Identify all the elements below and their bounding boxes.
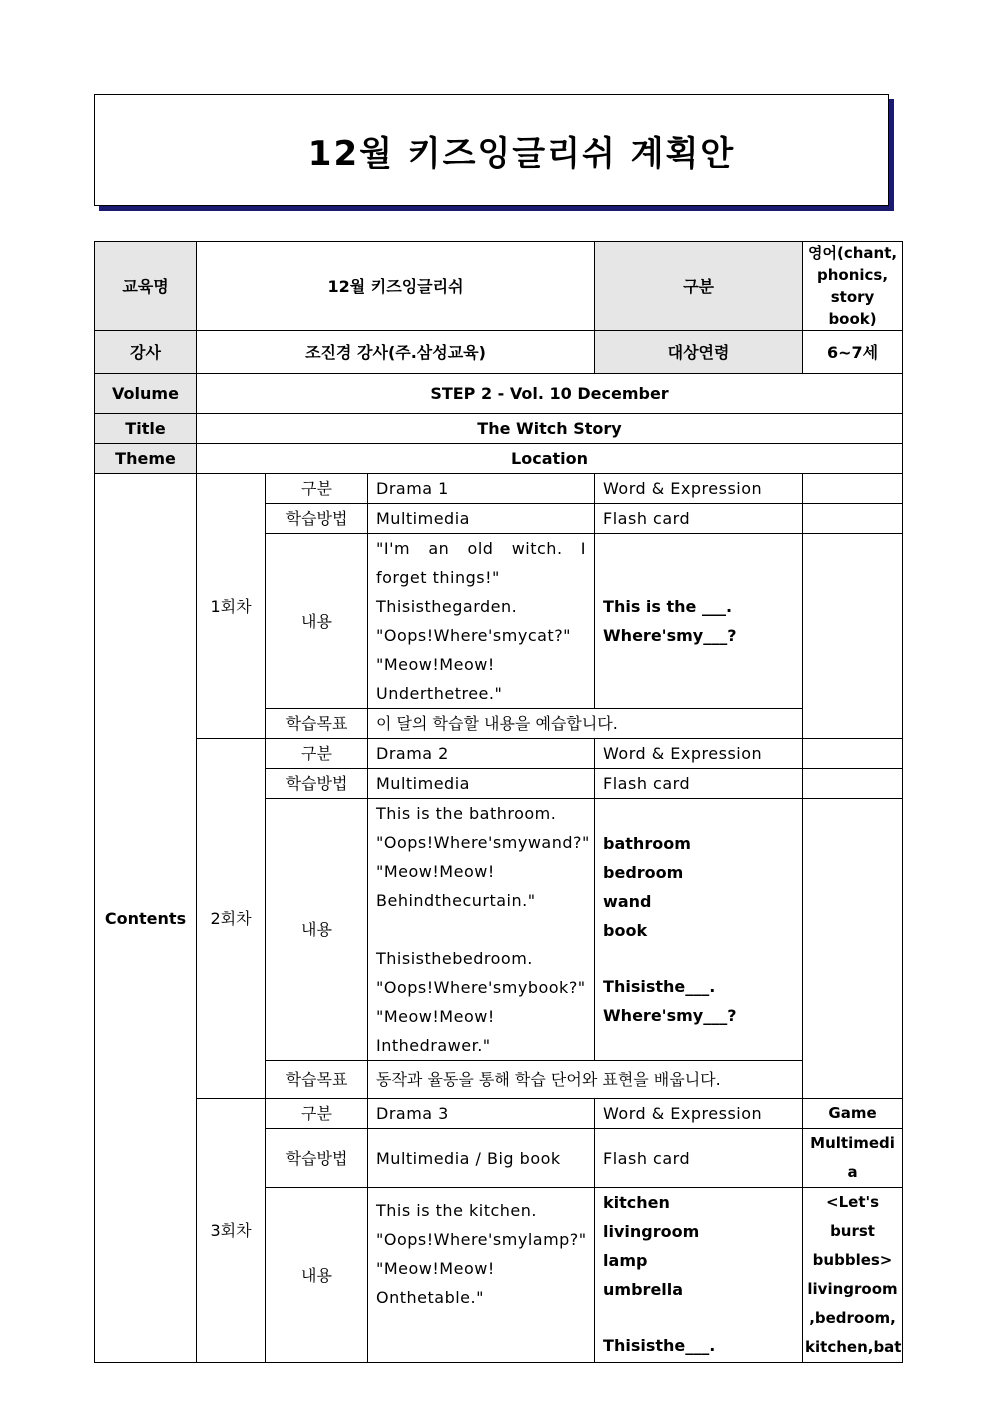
session-1-goal-value: 이 달의 학습할 내용을 예습합니다. bbox=[368, 709, 803, 739]
session-1-gubun-label: 구분 bbox=[266, 474, 368, 504]
content-line: Behindthecurtain." bbox=[376, 891, 536, 910]
game-line: <Let's bbox=[826, 1193, 880, 1211]
info-row-teacher bbox=[95, 331, 903, 374]
session-1-content-label: 내용 bbox=[266, 534, 368, 709]
theme-value: Location bbox=[197, 444, 903, 474]
session-2-goal-label: 학습목표 bbox=[266, 1061, 368, 1099]
info-row-volume bbox=[95, 374, 903, 414]
we-spacer bbox=[603, 945, 794, 972]
session-1-method-value: Multimedia bbox=[368, 504, 595, 534]
session-1-name: 1회차 bbox=[197, 474, 266, 739]
content-line: "I'm an old witch. I bbox=[376, 539, 587, 558]
session-2-gubun-label: 구분 bbox=[266, 739, 368, 769]
game-method-line-1: Multimedi bbox=[810, 1134, 895, 1152]
document-title-box bbox=[94, 94, 889, 206]
session-3-gubun-row bbox=[95, 1099, 903, 1129]
category-value bbox=[803, 242, 903, 331]
game-line: kitchen,bat bbox=[805, 1338, 902, 1356]
session-1-extra-cell bbox=[803, 474, 903, 504]
session-2-goal-value: 동작과 율동을 통해 학습 단어와 표현을 배웁니다. bbox=[368, 1061, 803, 1099]
session-3-name: 3회차 bbox=[197, 1099, 266, 1363]
session-3-method-value: Multimedia / Big book bbox=[368, 1129, 595, 1188]
session-1-word-expression bbox=[595, 534, 803, 709]
content-line: "Oops!Where'smylamp?" bbox=[376, 1230, 587, 1249]
we-line: livingroom bbox=[603, 1222, 700, 1241]
session-3-game-header: Game bbox=[803, 1099, 903, 1129]
content-line: Thisisthegarden. bbox=[376, 597, 518, 616]
course-label: 교육명 bbox=[95, 242, 197, 331]
we-line: Where'smy___? bbox=[603, 626, 737, 645]
session-3-gubun-type: Word & Expression bbox=[595, 1099, 803, 1129]
content-line: This is the bathroom. bbox=[376, 804, 557, 823]
session-3-game-content bbox=[803, 1188, 903, 1363]
teacher-value: 조진경 강사(주.삼성교육) bbox=[197, 331, 595, 374]
age-label: 대상연령 bbox=[595, 331, 803, 374]
session-1-content-text bbox=[368, 534, 595, 709]
we-line: lamp bbox=[603, 1251, 648, 1270]
volume-label: Volume bbox=[95, 374, 197, 414]
game-line: burst bbox=[830, 1222, 875, 1240]
course-value: 12월 키즈잉글리쉬 bbox=[197, 242, 595, 331]
session-2-word-expression bbox=[595, 799, 803, 1061]
session-1-goal-label: 학습목표 bbox=[266, 709, 368, 739]
info-row-course bbox=[95, 242, 903, 331]
category-value-line-1: 영어(chant, phonics, bbox=[807, 244, 898, 284]
content-spacer bbox=[376, 915, 586, 944]
we-line: wand bbox=[603, 892, 652, 911]
session-3-gubun-label: 구분 bbox=[266, 1099, 368, 1129]
theme-label: Theme bbox=[95, 444, 197, 474]
category-label: 구분 bbox=[595, 242, 803, 331]
session-2-gubun-type: Word & Expression bbox=[595, 739, 803, 769]
session-2-content-extra bbox=[803, 799, 903, 1099]
content-line: This is the kitchen. bbox=[376, 1201, 537, 1220]
session-2-method-label: 학습방법 bbox=[266, 769, 368, 799]
content-line: "Oops!Where'smycat?" bbox=[376, 626, 572, 645]
session-3-content-label: 내용 bbox=[266, 1188, 368, 1363]
session-2-method-extra bbox=[803, 769, 903, 799]
contents-label: Contents bbox=[95, 474, 197, 1363]
we-line: bathroom bbox=[603, 834, 691, 853]
we-line: kitchen bbox=[603, 1193, 670, 1212]
game-line: ,bedroom, bbox=[809, 1309, 896, 1327]
session-1-method-extra bbox=[803, 504, 903, 534]
category-value-line-2: story book) bbox=[828, 288, 877, 328]
content-line: "Meow!Meow! bbox=[376, 862, 495, 881]
session-2-content-label: 내용 bbox=[266, 799, 368, 1061]
we-line: Where'smy___? bbox=[603, 1006, 737, 1025]
session-2-method-type: Flash card bbox=[595, 769, 803, 799]
title-label: Title bbox=[95, 414, 197, 444]
content-line: Thisisthebedroom. bbox=[376, 949, 533, 968]
session-1-gubun-type: Word & Expression bbox=[595, 474, 803, 504]
session-2-extra-cell bbox=[803, 739, 903, 769]
content-line: Underthetree." bbox=[376, 684, 503, 703]
age-value: 6~7세 bbox=[803, 331, 903, 374]
title-value: The Witch Story bbox=[197, 414, 903, 444]
game-line: livingroom bbox=[807, 1280, 898, 1298]
we-line: Thisisthe___. bbox=[603, 1336, 716, 1355]
session-3-game-method bbox=[803, 1129, 903, 1188]
session-3-content-text bbox=[368, 1188, 595, 1363]
we-line: This is the ___. bbox=[603, 597, 733, 616]
we-line: Thisisthe___. bbox=[603, 977, 716, 996]
session-3-word-expression bbox=[595, 1188, 803, 1363]
game-line: bubbles> bbox=[812, 1251, 893, 1269]
session-3-method-label: 학습방법 bbox=[266, 1129, 368, 1188]
content-line: "Meow!Meow! bbox=[376, 1007, 495, 1026]
session-1-gubun-value: Drama 1 bbox=[368, 474, 595, 504]
content-line: forget things!" bbox=[376, 568, 500, 587]
session-1-method-label: 학습방법 bbox=[266, 504, 368, 534]
teacher-label: 강사 bbox=[95, 331, 197, 374]
session-2-gubun-value: Drama 2 bbox=[368, 739, 595, 769]
session-2-gubun-row bbox=[95, 739, 903, 769]
we-line: umbrella bbox=[603, 1280, 684, 1299]
document-title: 12월 키즈잉글리쉬 계획안 bbox=[307, 133, 736, 174]
we-spacer bbox=[603, 1304, 794, 1331]
session-2-method-value: Multimedia bbox=[368, 769, 595, 799]
content-line: "Oops!Where'smybook?" bbox=[376, 978, 586, 997]
content-line: Inthedrawer." bbox=[376, 1036, 491, 1055]
content-line: Onthetable." bbox=[376, 1288, 484, 1307]
session-2-name: 2회차 bbox=[197, 739, 266, 1099]
volume-value: STEP 2 - Vol. 10 December bbox=[197, 374, 903, 414]
content-line: "Meow!Meow! bbox=[376, 1259, 495, 1278]
info-row-title bbox=[95, 414, 903, 444]
session-3-gubun-value: Drama 3 bbox=[368, 1099, 595, 1129]
game-method-line-2: a bbox=[847, 1163, 858, 1181]
session-1-method-type: Flash card bbox=[595, 504, 803, 534]
session-1-content-extra bbox=[803, 534, 903, 739]
we-line: bedroom bbox=[603, 863, 684, 882]
session-1-gubun-row bbox=[95, 474, 903, 504]
info-row-theme bbox=[95, 444, 903, 474]
content-line: "Meow!Meow! bbox=[376, 655, 495, 674]
we-line: book bbox=[603, 921, 648, 940]
session-2-content-text bbox=[368, 799, 595, 1061]
session-3-method-type: Flash card bbox=[595, 1129, 803, 1188]
plan-table bbox=[94, 241, 903, 1363]
content-line: "Oops!Where'smywand?" bbox=[376, 833, 590, 852]
